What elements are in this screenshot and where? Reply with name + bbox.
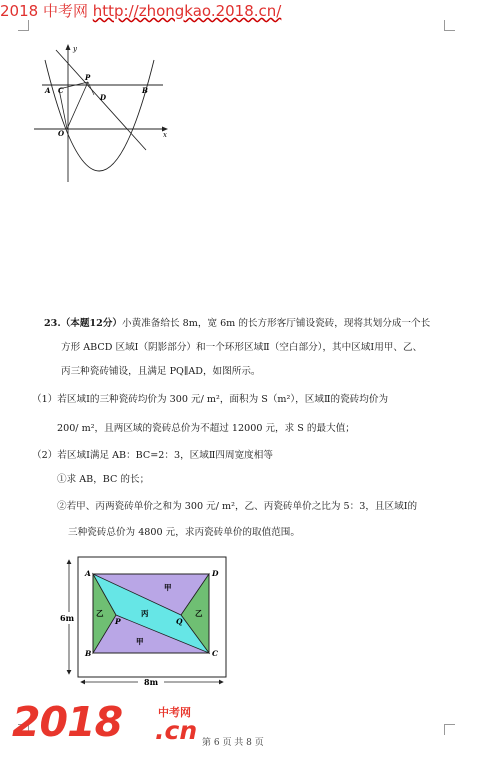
tile-label-bing: 丙 — [141, 609, 149, 618]
point-label-q: Q — [176, 617, 183, 626]
footer-page-number: 第 6 页 共 8 页 — [202, 738, 264, 748]
corner-label-b: B — [85, 649, 92, 658]
parabola-curve — [45, 60, 154, 171]
question-2-sub-2-line-1: ②若甲、丙两瓷砖单价之和为 300 元/ m²，乙、丙瓷砖单价之比为 5：3，且区域Ⅰ的 — [57, 501, 418, 512]
corner-mark-bottom-right — [444, 724, 455, 735]
width-label: 8m — [144, 677, 159, 687]
tile-label-jia-bottom: 甲 — [136, 637, 144, 646]
point-label-a: A — [45, 86, 51, 95]
point-label-p: P — [115, 617, 121, 626]
problem-line-1-text: 小黄准备给长 8m，宽 6m 的长方形客厅铺设瓷砖，现将其划分成一个长 — [122, 318, 431, 329]
page-header — [0, 0, 492, 21]
tile-label-yi-left: 乙 — [96, 609, 104, 618]
question-2-sub-2-line-2: 三种瓷砖总价为 4800 元，求丙瓷砖单价的取值范围。 — [68, 527, 300, 538]
axis-y-label: y — [73, 45, 77, 53]
problem-intro-line-3: 丙三种瓷砖铺设，且满足 PQ∥AD，如图所示。 — [61, 366, 261, 377]
header-year: 2018 — [0, 2, 39, 20]
corner-mark-top-left — [18, 20, 29, 31]
question-2-line-1: （2）若区域Ⅰ满足 AB：BC=2：3，区域Ⅱ四周宽度相等 — [32, 450, 273, 461]
corner-mark-top-right — [444, 20, 455, 31]
question-2-sub-1: ①求 AB，BC 的长； — [57, 474, 150, 485]
question-1-line-1: （1）若区域Ⅰ的三种瓷砖均价为 300 元/ m²，面积为 S（m²），区域Ⅱ的瓷砖均价为 — [32, 394, 389, 405]
axis-x-label: x — [163, 131, 167, 139]
header-url-link[interactable]: http://zhongkao.2018.cn/ — [92, 2, 282, 20]
problem-intro-line-1 — [44, 317, 430, 330]
corner-label-d: D — [212, 569, 219, 578]
footer-logo-domain: .cn — [155, 716, 198, 745]
problem-score: （本题12分） — [60, 318, 123, 329]
point-label-d: D — [100, 93, 107, 102]
problem-intro-line-2: 方形 ABCD 区域Ⅰ（阴影部分）和一个环形区域Ⅱ（空白部分），其中区域Ⅰ用甲、乙、 — [61, 342, 423, 353]
point-label-b: B — [142, 86, 148, 95]
problem-number: 23. — [44, 318, 61, 329]
point-label-o: O — [58, 129, 65, 138]
question-1-line-2: 200/ m²，且两区域的瓷砖总价为不超过 12000 元，求 S 的最大值； — [57, 423, 355, 434]
segment-p-d — [88, 82, 94, 95]
footer-logo-number: 2018 — [12, 698, 123, 746]
header-site-name: 中考网 — [42, 2, 88, 20]
floor-tiling-diagram — [52, 552, 232, 692]
corner-label-c: C — [212, 649, 218, 658]
segment-o-p — [67, 82, 88, 129]
footer-logo-site-name: 中考网 — [158, 706, 191, 719]
point-label-p: P — [85, 73, 91, 82]
parabola-graph — [28, 40, 178, 188]
tile-label-jia-top: 甲 — [164, 583, 172, 592]
y-axis-arrow-icon — [66, 44, 71, 50]
tile-label-yi-right: 乙 — [195, 609, 203, 618]
height-label: 6m — [60, 613, 75, 623]
corner-label-a: A — [85, 569, 91, 578]
point-label-c: C — [58, 86, 64, 95]
